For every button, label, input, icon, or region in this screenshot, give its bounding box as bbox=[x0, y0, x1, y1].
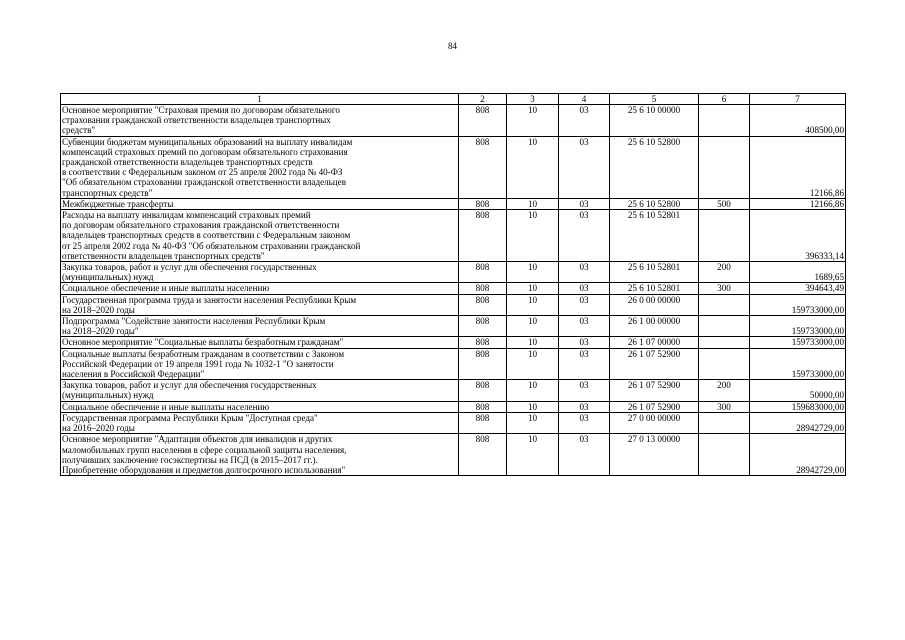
budget-table bbox=[60, 93, 846, 476]
amount-cell: 159733000,00 bbox=[750, 316, 846, 337]
ministry-code-cell: 808 bbox=[459, 283, 507, 294]
table-row bbox=[61, 294, 846, 315]
section-code-cell: 10 bbox=[507, 105, 559, 137]
expense-name-cell: Основное мероприятие "Адаптация объектов для инвалидов и других маломобильных групп населения в сфере социальной защиты населения, получивших заключение госэкспертизы на ПСД (в 2015–2017 гг.). Приобретение оборудования и предметов долгосрочного использования" bbox=[61, 434, 459, 476]
subsection-code-cell: 03 bbox=[559, 380, 610, 401]
ministry-code-cell: 808 bbox=[459, 380, 507, 401]
amount-cell: 28942729,00 bbox=[750, 434, 846, 476]
section-code-cell: 10 bbox=[507, 283, 559, 294]
table-row bbox=[61, 283, 846, 294]
expense-name-cell: Основное мероприятие "Страховая премия по договорам обязательного страхования гражданской ответственности владельцев транспортных средств" bbox=[61, 105, 459, 137]
table-row bbox=[61, 136, 846, 198]
subsection-code-cell: 03 bbox=[559, 348, 610, 380]
section-code-cell: 10 bbox=[507, 262, 559, 283]
expense-type-cell: 300 bbox=[699, 401, 750, 412]
amount-cell: 408500,00 bbox=[750, 105, 846, 137]
ministry-code-cell: 808 bbox=[459, 348, 507, 380]
expense-type-cell: 200 bbox=[699, 380, 750, 401]
subsection-code-cell: 03 bbox=[559, 105, 610, 137]
table-row bbox=[61, 434, 846, 476]
section-code-cell: 10 bbox=[507, 316, 559, 337]
table-row bbox=[61, 262, 846, 283]
subsection-code-cell: 03 bbox=[559, 337, 610, 348]
header-cell: 6 bbox=[699, 94, 750, 105]
amount-cell: 28942729,00 bbox=[750, 412, 846, 433]
ministry-code-cell: 808 bbox=[459, 316, 507, 337]
table-row bbox=[61, 380, 846, 401]
target-article-cell: 25 6 10 00000 bbox=[610, 105, 699, 137]
expense-type-cell: 200 bbox=[699, 262, 750, 283]
table-row bbox=[61, 210, 846, 262]
target-article-cell: 27 0 13 00000 bbox=[610, 434, 699, 476]
section-code-cell: 10 bbox=[507, 434, 559, 476]
expense-type-cell bbox=[699, 294, 750, 315]
expense-type-cell bbox=[699, 412, 750, 433]
subsection-code-cell: 03 bbox=[559, 412, 610, 433]
target-article-cell: 26 1 07 52900 bbox=[610, 380, 699, 401]
table-row bbox=[61, 401, 846, 412]
subsection-code-cell: 03 bbox=[559, 136, 610, 198]
header-cell: 7 bbox=[750, 94, 846, 105]
expense-name-cell: Расходы на выплату инвалидам компенсаций страховых премий по договорам обязательного страхования гражданской ответственности владельцев транспортных средств в соответствии с Федеральным законом от 25 апреля 2002 года № 40-ФЗ "Об обязательном страховании гражданской ответственности владельцев транспортных средств" bbox=[61, 210, 459, 262]
expense-name-cell: Субвенции бюджетам муниципальных образований на выплату инвалидам компенсаций страховых премий по договорам обязательного страхования гражданской ответственности владельцев транспортных средств в соответствии с Федеральным законом от 25 апреля 2002 года № 40-ФЗ "Об обязательном страховании гражданской ответственности владельцев транспортных средств" bbox=[61, 136, 459, 198]
expense-name-cell: Социальные выплаты безработным гражданам в соответствии с Законом Российской Федерации от 19 апреля 1991 года № 1032-1 "О занятости населения в Российской Федерации" bbox=[61, 348, 459, 380]
ministry-code-cell: 808 bbox=[459, 136, 507, 198]
table-row bbox=[61, 105, 846, 137]
table-row bbox=[61, 198, 846, 209]
target-article-cell: 26 0 00 00000 bbox=[610, 294, 699, 315]
expense-name-cell: Социальное обеспечение и иные выплаты населению bbox=[61, 401, 459, 412]
amount-cell: 159683000,00 bbox=[750, 401, 846, 412]
expense-type-cell bbox=[699, 434, 750, 476]
header-cell: 2 bbox=[459, 94, 507, 105]
amount-cell: 396333,14 bbox=[750, 210, 846, 262]
ministry-code-cell: 808 bbox=[459, 262, 507, 283]
target-article-cell: 27 0 00 00000 bbox=[610, 412, 699, 433]
subsection-code-cell: 03 bbox=[559, 401, 610, 412]
subsection-code-cell: 03 bbox=[559, 262, 610, 283]
ministry-code-cell: 808 bbox=[459, 294, 507, 315]
section-code-cell: 10 bbox=[507, 136, 559, 198]
target-article-cell: 25 6 10 52800 bbox=[610, 136, 699, 198]
expense-type-cell bbox=[699, 337, 750, 348]
amount-cell: 159733000,00 bbox=[750, 294, 846, 315]
expense-name-cell: Социальное обеспечение и иные выплаты населению bbox=[61, 283, 459, 294]
section-code-cell: 10 bbox=[507, 198, 559, 209]
section-code-cell: 10 bbox=[507, 412, 559, 433]
ministry-code-cell: 808 bbox=[459, 105, 507, 137]
table-body bbox=[61, 105, 846, 476]
section-code-cell: 10 bbox=[507, 380, 559, 401]
expense-name-cell: Подпрограмма "Содействие занятости населения Республики Крым на 2018–2020 годы" bbox=[61, 316, 459, 337]
expense-name-cell: Закупка товаров, работ и услуг для обеспечения государственных (муниципальных) нужд bbox=[61, 380, 459, 401]
target-article-cell: 25 6 10 52801 bbox=[610, 262, 699, 283]
section-code-cell: 10 bbox=[507, 401, 559, 412]
expense-type-cell bbox=[699, 136, 750, 198]
section-code-cell: 10 bbox=[507, 294, 559, 315]
table-header-row bbox=[61, 94, 846, 105]
header-cell: 1 bbox=[61, 94, 459, 105]
ministry-code-cell: 808 bbox=[459, 401, 507, 412]
target-article-cell: 26 1 00 00000 bbox=[610, 316, 699, 337]
expense-name-cell: Закупка товаров, работ и услуг для обеспечения государственных (муниципальных) нужд bbox=[61, 262, 459, 283]
section-code-cell: 10 bbox=[507, 348, 559, 380]
subsection-code-cell: 03 bbox=[559, 434, 610, 476]
expense-name-cell: Государственная программа Республики Крым "Доступная среда" на 2016–2020 годы bbox=[61, 412, 459, 433]
header-cell: 3 bbox=[507, 94, 559, 105]
subsection-code-cell: 03 bbox=[559, 316, 610, 337]
expense-type-cell: 500 bbox=[699, 198, 750, 209]
ministry-code-cell: 808 bbox=[459, 337, 507, 348]
expense-type-cell bbox=[699, 105, 750, 137]
target-article-cell: 25 6 10 52801 bbox=[610, 210, 699, 262]
expense-type-cell bbox=[699, 348, 750, 380]
expense-name-cell: Межбюджетные трансферты bbox=[61, 198, 459, 209]
ministry-code-cell: 808 bbox=[459, 412, 507, 433]
target-article-cell: 26 1 07 00000 bbox=[610, 337, 699, 348]
amount-cell: 159733000,00 bbox=[750, 348, 846, 380]
target-article-cell: 25 6 10 52800 bbox=[610, 198, 699, 209]
target-article-cell: 25 6 10 52801 bbox=[610, 283, 699, 294]
expense-type-cell: 300 bbox=[699, 283, 750, 294]
target-article-cell: 26 1 07 52900 bbox=[610, 401, 699, 412]
subsection-code-cell: 03 bbox=[559, 198, 610, 209]
amount-cell: 12166,86 bbox=[750, 198, 846, 209]
amount-cell: 50000,00 bbox=[750, 380, 846, 401]
page-number: 84 bbox=[448, 41, 457, 51]
section-code-cell: 10 bbox=[507, 337, 559, 348]
subsection-code-cell: 03 bbox=[559, 210, 610, 262]
expense-name-cell: Основное мероприятие "Социальные выплаты безработным гражданам" bbox=[61, 337, 459, 348]
expense-type-cell bbox=[699, 316, 750, 337]
target-article-cell: 26 1 07 52900 bbox=[610, 348, 699, 380]
subsection-code-cell: 03 bbox=[559, 294, 610, 315]
header-cell: 5 bbox=[610, 94, 699, 105]
header-cell: 4 bbox=[559, 94, 610, 105]
amount-cell: 1689,65 bbox=[750, 262, 846, 283]
expense-name-cell: Государственная программа труда и занятости населения Республики Крым на 2018–2020 годы bbox=[61, 294, 459, 315]
amount-cell: 12166,86 bbox=[750, 136, 846, 198]
table-row bbox=[61, 348, 846, 380]
section-code-cell: 10 bbox=[507, 210, 559, 262]
table-row bbox=[61, 316, 846, 337]
ministry-code-cell: 808 bbox=[459, 210, 507, 262]
amount-cell: 394643,49 bbox=[750, 283, 846, 294]
ministry-code-cell: 808 bbox=[459, 198, 507, 209]
subsection-code-cell: 03 bbox=[559, 283, 610, 294]
table-row bbox=[61, 412, 846, 433]
amount-cell: 159733000,00 bbox=[750, 337, 846, 348]
ministry-code-cell: 808 bbox=[459, 434, 507, 476]
table-row bbox=[61, 337, 846, 348]
expense-type-cell bbox=[699, 210, 750, 262]
